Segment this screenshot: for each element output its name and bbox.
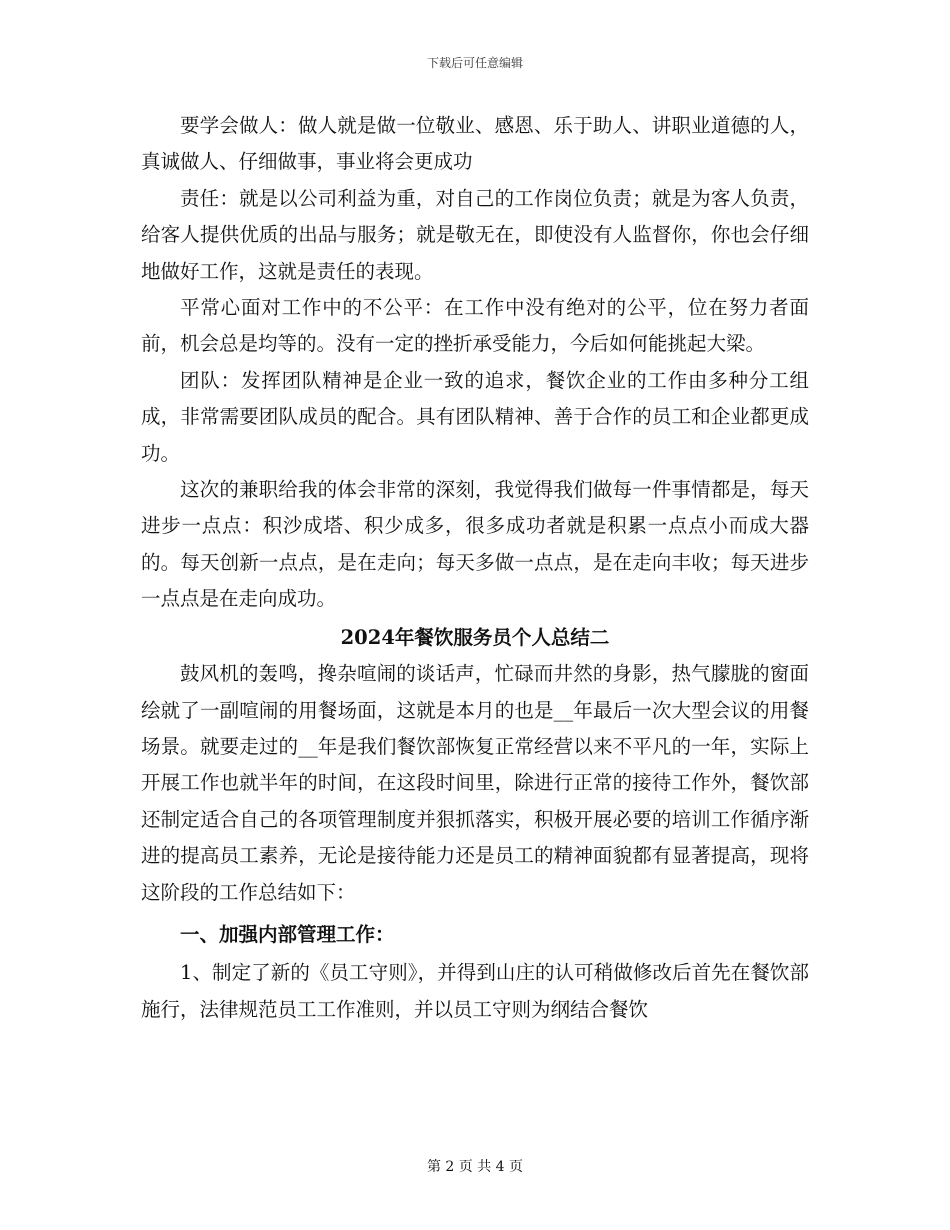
heading-internal-management: 一、加强内部管理工作： xyxy=(180,922,395,946)
paragraph-teamwork: 团队：发挥团队精神是企业一致的追求，餐饮企业的工作由多种分工组成，非常需要团队成员的配合。具有团队精神、善于合作的员工和企业都更成功。 xyxy=(141,368,809,465)
document-body xyxy=(141,108,809,1028)
paragraph-be-a-good-person: 要学会做人：做人就是做一位敬业、感恩、乐于助人、讲职业道德的人，真诚做人、仔细做事，事业将会更成功 xyxy=(141,114,809,174)
section-intro-paragraph: 鼓风机的轰鸣，搀杂喧闹的谈话声，忙碌而井然的身影，热气朦胧的窗面绘就了一副喧闹的用餐场面，这就是本月的也是__年最后一次大型会议的用餐场景。就要走过的__年是我们餐饮部恢复正常经营以来不平凡的一年，实际上开展工作也就半年的时间，在这段时间里，除进行正常的接待工作外，餐饮部还制定适合自己的各项管理制度并狠抓落实，积极开展必要的培训工作循序渐进的提高员工素养，无论是接待能力还是员工的精神面貌都有显著提高，现将这阶段的工作总结如下： xyxy=(141,662,809,904)
paragraph-responsibility: 责任：就是以公司利益为重，对自己的工作岗位负责；就是为客人负责，给客人提供优质的出品与服务；就是敬无在，即使没有人监督你，你也会仔细地做好工作，这就是责任的表现。 xyxy=(141,186,809,283)
paragraph-reflection: 这次的兼职给我的体会非常的深刻，我觉得我们做每一件事情都是，每天进步一点点：积沙成塔、积少成多，很多成功者就是积累一点点小而成大器的。每天创新一点点，是在走向；每天多做一点点，是在走向丰收；每天进步一点点是在走向成功。 xyxy=(141,478,809,611)
page-header: 下载后可任意编辑 xyxy=(426,56,523,70)
page-number: 第 2 页 共 4 页 xyxy=(426,1159,524,1175)
list-item-staff-rules: 1、制定了新的《员工守则》，并得到山庄的认可稍做修改后首先在餐饮部施行，法律规范员工工作准则，并以员工守则为纲结合餐饮 xyxy=(141,961,809,1021)
paragraph-fairness: 平常心面对工作中的不公平：在工作中没有绝对的公平，位在努力者面前，机会总是均等的。没有一定的挫折承受能力，今后如何能挑起大梁。 xyxy=(141,296,809,356)
section-title: 2024年餐饮服务员个人总结二 xyxy=(340,625,610,649)
